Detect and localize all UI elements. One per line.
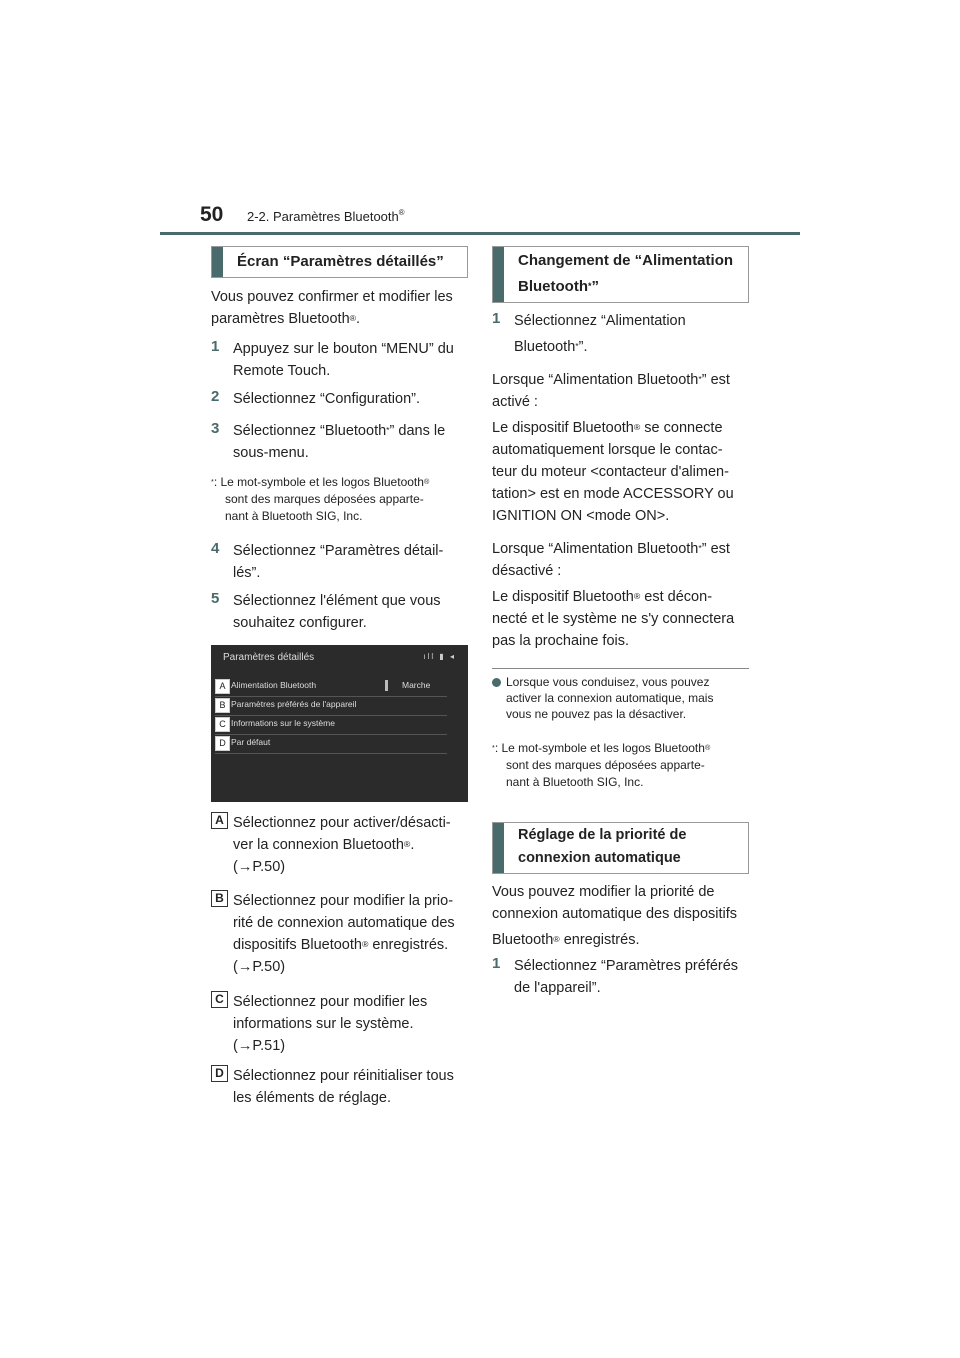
screen-row-default: D Par défaut (215, 734, 447, 754)
right-step-1: 1 Sélectionnez “Alimentation Bluetooth*”. (492, 310, 686, 355)
signal-icon: ıll ▮ ◂ (423, 652, 456, 661)
step-4: 4 Sélectionnez “Paramètres détail- lés”. (211, 540, 444, 581)
heading-bluetooth-power (492, 246, 749, 303)
settings-screenshot (211, 645, 468, 802)
item-b: B Sélectionnez pour modifier la prio- rité de connexion automatique des dispositifs Bluetooth® enregistrés. (→P.50) (211, 890, 471, 982)
screen-row-system-info: C Informations sur le système (215, 715, 447, 735)
heading-text: Changement de “Alimentation Bluetooth*” (518, 252, 734, 295)
item-d: D Sélectionnez pour réinitialiser tous les éléments de réglage. (211, 1065, 471, 1113)
intro-text: Vous pouvez confirmer et modifier les paramètres Bluetooth®. (211, 289, 453, 327)
heading-bar (212, 247, 223, 277)
heading-text: Écran “Paramètres détaillés” (237, 253, 444, 270)
right-step-2: 1 Sélectionnez “Paramètres préférés de l'appareil”. (492, 955, 739, 996)
priority-text: Vous pouvez modifier la priorité de connexion automatique des dispositifs Bluetooth® enregistrés. (492, 884, 738, 948)
item-c: C Sélectionnez pour modifier les informations sur le système. (→P.51) (211, 991, 471, 1061)
power-on-text: Lorsque “Alimentation Bluetooth*” est activé : Le dispositif Bluetooth® se connecte automatiquement lorsque le contac- teur du moteur <contacteur d'alimen- tation> est en mode ACCESSORY ou IGNITION ON <mode ON>. (492, 372, 734, 524)
step-5: 5 Sélectionnez l'élément que vous souhaitez configurer. (211, 590, 441, 631)
bullet-rule (492, 668, 749, 669)
step-2: 2 Sélectionnez “Configuration”. (211, 388, 420, 407)
heading-bar (493, 823, 504, 873)
screen-row-device-prefs: B Paramètres préférés de l'appareil (215, 696, 447, 716)
section-title: 2-2. Paramètres Bluetooth® (247, 207, 405, 224)
screen-row-bluetooth-power: A Alimentation Bluetooth Marche (215, 677, 447, 697)
bullet-note: Lorsque vous conduisez, vous pouvez activer la connexion automatique, mais vous ne pouvez pas la désactiver. (492, 674, 754, 726)
footnote-left: *: Le mot-symbole et les logos Bluetooth® sont des marques déposées apparte- nant à Bluetooth SIG, Inc. (211, 475, 430, 523)
header-rule (160, 232, 800, 235)
bullet-icon (492, 678, 501, 687)
step-1: 1 Appuyez sur le bouton “MENU” du Remote Touch. (211, 338, 454, 379)
heading-priority (492, 822, 749, 874)
page-number: 50 (200, 203, 224, 226)
heading-detailed-settings (211, 246, 468, 278)
footnote-right: *: Le mot-symbole et les logos Bluetooth® sont des marques déposées apparte- nant à Bluetooth SIG, Inc. (492, 741, 711, 789)
heading-text: Réglage de la priorité de connexion automatique (518, 827, 687, 866)
item-a: A Sélectionnez pour activer/désacti- ver la connexion Bluetooth®. (→P.50) (211, 812, 471, 882)
power-off-text: Lorsque “Alimentation Bluetooth*” est désactivé : Le dispositif Bluetooth® est décon- necté et le système ne s'y connectera pas la prochaine fois. (492, 541, 735, 649)
step-3: 3 Sélectionnez “Bluetooth*” dans le sous-menu. (211, 420, 446, 461)
screen-title: Paramètres détaillés (223, 652, 315, 663)
heading-bar (493, 247, 504, 302)
